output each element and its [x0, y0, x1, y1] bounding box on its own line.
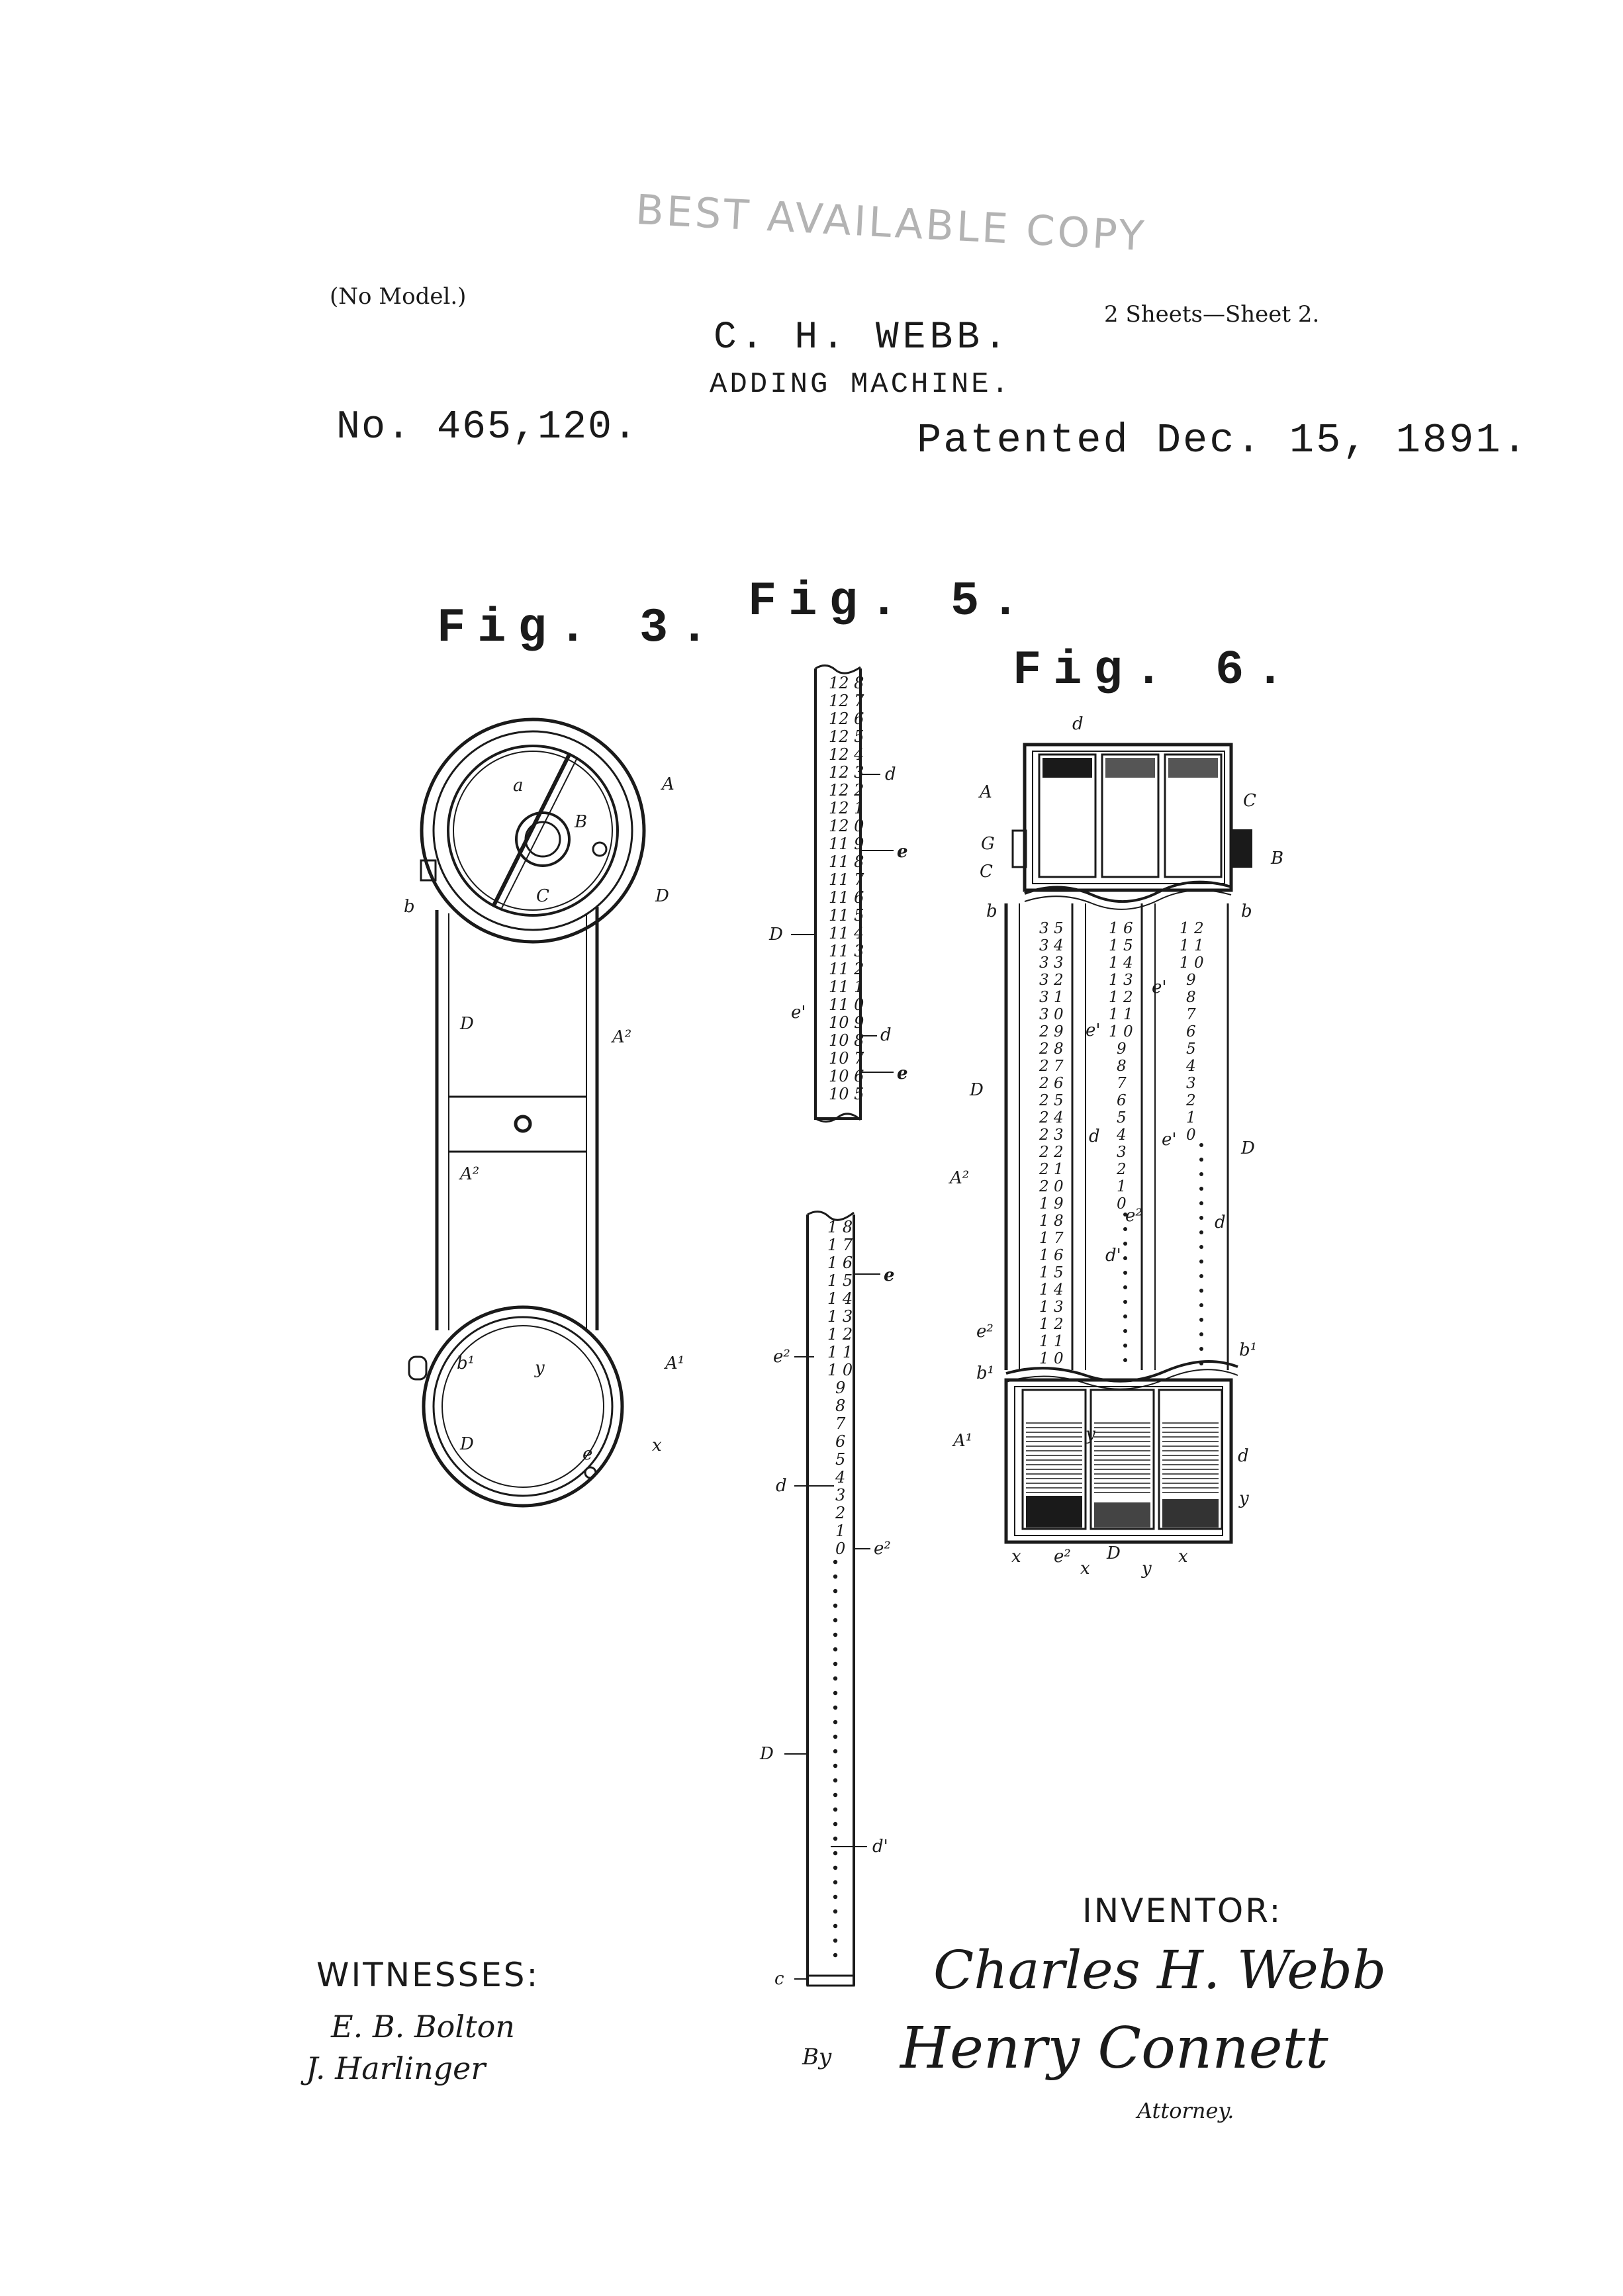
strip-dot — [833, 1909, 837, 1913]
fig6-label-C-left: C — [980, 862, 993, 882]
f6c3-2: 1 0 — [1180, 954, 1204, 972]
f5b-12: 6 — [835, 1432, 846, 1451]
fig-6-col3-numbers — [1180, 920, 1204, 1144]
strip-dot — [833, 1749, 837, 1753]
f6c1-20: 1 5 — [1039, 1264, 1064, 1281]
strip-dot — [833, 1939, 837, 1943]
fig6-label-y-inner: y — [1086, 1424, 1095, 1444]
strip-dot — [1123, 1227, 1127, 1231]
fig3-label-A2-left: A² — [460, 1164, 480, 1184]
strip-dot — [833, 1633, 837, 1637]
strip-dot — [1199, 1158, 1203, 1162]
fig6-label-C-right: C — [1243, 791, 1256, 811]
strip-dot — [1123, 1344, 1127, 1348]
fig5-label-D-bottom: D — [760, 1744, 774, 1764]
inventor-name-heading: C. H. WEBB. — [714, 316, 1011, 359]
fig6-label-x-3: x — [1178, 1547, 1188, 1567]
f6c2-4: 1 2 — [1109, 989, 1133, 1006]
strip-dot — [1123, 1358, 1127, 1362]
strip-dot — [1199, 1230, 1203, 1234]
f6c1-13: 2 2 — [1039, 1144, 1064, 1161]
strip-dot — [833, 1662, 837, 1666]
f6c1-18: 1 7 — [1039, 1230, 1064, 1247]
f5b-16: 2 — [835, 1504, 846, 1522]
f6c2-7: 9 — [1117, 1040, 1127, 1058]
fig6-label-y-bottom: y — [1142, 1559, 1152, 1579]
f6c1-0: 3 5 — [1039, 920, 1064, 937]
strip-dot — [833, 1851, 837, 1855]
f5b-1: 1 7 — [827, 1236, 853, 1254]
strip-dot — [1199, 1289, 1203, 1293]
f6c3-11: 1 — [1186, 1109, 1196, 1126]
strip-dot — [833, 1953, 837, 1957]
fig3-label-D-side: D — [460, 1014, 474, 1034]
f5t-15: 11 3 — [829, 942, 864, 960]
f6c2-10: 6 — [1117, 1092, 1127, 1109]
strip-dot — [833, 1866, 837, 1870]
fig-5-top-strip-numbers — [829, 674, 864, 1103]
strip-dot — [833, 1778, 837, 1782]
fig5-label-c: c — [774, 1969, 784, 1989]
fig6-label-y-right: y — [1239, 1489, 1249, 1508]
f5b-4: 1 4 — [827, 1289, 853, 1308]
strip-dot — [833, 1706, 837, 1710]
strip-dot — [833, 1676, 837, 1680]
strip-dot — [833, 1575, 837, 1579]
f6c2-0: 1 6 — [1109, 920, 1133, 937]
strip-dot — [1123, 1285, 1127, 1289]
f6c1-6: 2 9 — [1039, 1023, 1064, 1040]
f5t-14: 11 4 — [829, 924, 864, 942]
strip-dot — [833, 1808, 837, 1812]
f5b-5: 1 3 — [827, 1307, 853, 1326]
inventor-signature: Charles H. Webb — [933, 1939, 1387, 2001]
inventor-label: INVENTOR: — [1082, 1892, 1283, 1930]
f6c3-8: 4 — [1186, 1058, 1196, 1075]
fig6-label-A: A — [980, 782, 992, 802]
strip-dot — [1199, 1187, 1203, 1191]
strip-dot — [1123, 1314, 1127, 1318]
f6c3-6: 6 — [1186, 1023, 1196, 1040]
f6c1-1: 3 4 — [1039, 937, 1064, 954]
fig6-label-e2-bottom: e² — [1054, 1547, 1071, 1567]
f6c1-14: 2 1 — [1039, 1161, 1064, 1178]
strip-dot — [1199, 1332, 1203, 1336]
fig-3-drawing — [409, 719, 644, 1506]
strip-dot — [1199, 1260, 1203, 1263]
f6c2-13: 3 — [1117, 1144, 1127, 1161]
strip-dot — [1199, 1347, 1203, 1351]
fig-3-label: Fig. 3. — [437, 601, 721, 655]
f5t-7: 12 1 — [829, 799, 864, 817]
fig-6-col2-numbers — [1109, 920, 1133, 1213]
fig3-label-D-top: D — [655, 886, 669, 906]
fig3-label-a: a — [513, 776, 524, 796]
f6c2-12: 4 — [1117, 1126, 1127, 1144]
fig6-label-e2-left: e² — [976, 1322, 994, 1342]
f6c1-21: 1 4 — [1039, 1281, 1064, 1299]
fig6-label-e1-b: e' — [1086, 1021, 1101, 1040]
fig5-label-d-top: d — [885, 764, 896, 784]
fig6-label-e1-a: e' — [1152, 978, 1167, 997]
strip-dot — [1199, 1216, 1203, 1220]
f6c1-10: 2 5 — [1039, 1092, 1064, 1109]
fig-5-label: Fig. 5. — [748, 574, 1032, 629]
strip-dot — [833, 1793, 837, 1797]
fig5-label-e-mid: e — [897, 1064, 908, 1083]
f5b-3: 1 5 — [827, 1271, 853, 1290]
f5t-2: 12 6 — [829, 710, 864, 728]
strip-dot — [1123, 1300, 1127, 1304]
f5b-9: 9 — [835, 1379, 846, 1397]
strip-dot — [833, 1691, 837, 1695]
f6c1-16: 1 9 — [1039, 1195, 1064, 1213]
f6c3-12: 0 — [1186, 1126, 1196, 1144]
f6c2-16: 0 — [1117, 1195, 1127, 1213]
f5t-10: 11 8 — [829, 852, 864, 871]
strip-dot — [1123, 1271, 1127, 1275]
strip-dot — [1199, 1274, 1203, 1278]
fig3-label-A1: A¹ — [665, 1354, 685, 1373]
f6c1-22: 1 3 — [1039, 1299, 1064, 1316]
f6c2-15: 1 — [1117, 1178, 1127, 1195]
strip-dot — [1199, 1361, 1203, 1365]
strip-dot — [1199, 1143, 1203, 1147]
f5b-6: 1 2 — [827, 1325, 853, 1344]
fig6-label-b1-right: b¹ — [1239, 1340, 1258, 1360]
f6c3-3: 9 — [1186, 972, 1196, 989]
fig3-label-b1: b¹ — [457, 1354, 475, 1373]
strip-dot — [833, 1822, 837, 1826]
f6c2-5: 1 1 — [1109, 1006, 1133, 1023]
f6c3-10: 2 — [1186, 1092, 1196, 1109]
f5t-23: 10 5 — [829, 1085, 864, 1103]
f5b-13: 5 — [835, 1450, 846, 1469]
f5b-2: 1 6 — [827, 1254, 853, 1272]
f5t-17: 11 1 — [829, 978, 864, 996]
f5b-18: 0 — [835, 1539, 846, 1558]
fig5-label-e-bottom: e — [884, 1265, 895, 1285]
fig-6-col1-numbers — [1039, 920, 1064, 1367]
strip-dot — [1199, 1172, 1203, 1176]
f5t-18: 11 0 — [829, 995, 864, 1014]
strip-dot — [1123, 1256, 1127, 1260]
f6c1-5: 3 0 — [1039, 1006, 1064, 1023]
f5b-17: 1 — [835, 1522, 846, 1540]
f5t-21: 10 7 — [829, 1049, 864, 1068]
strip-dot — [833, 1924, 837, 1928]
fig6-label-A1: A¹ — [953, 1431, 973, 1451]
f6c3-5: 7 — [1186, 1006, 1196, 1023]
fig5-label-e2-left: e² — [773, 1347, 790, 1367]
f6c1-19: 1 6 — [1039, 1247, 1064, 1264]
f5t-20: 10 8 — [829, 1031, 864, 1050]
f6c2-2: 1 4 — [1109, 954, 1133, 972]
strip-dot — [833, 1837, 837, 1841]
strip-dot — [1199, 1245, 1203, 1249]
f6c1-17: 1 8 — [1039, 1213, 1064, 1230]
fig6-label-d-top: d — [1072, 714, 1084, 734]
fig6-label-x-2: x — [1080, 1559, 1090, 1579]
strip-dot — [833, 1880, 837, 1884]
f6c2-6: 1 0 — [1109, 1023, 1133, 1040]
f5b-15: 3 — [835, 1486, 846, 1504]
fig-6-dot-rows — [1123, 1143, 1203, 1365]
fig6-label-x-1: x — [1011, 1547, 1021, 1567]
fig3-label-x: x — [652, 1436, 662, 1455]
fig3-label-D-bottom: D — [460, 1434, 474, 1454]
strip-dot — [833, 1604, 837, 1608]
f5t-11: 11 7 — [829, 870, 864, 889]
strip-dot — [833, 1618, 837, 1622]
f6c3-9: 3 — [1186, 1075, 1196, 1092]
fig3-label-b: b — [404, 897, 415, 917]
best-available-copy-stamp: BEST AVAILABLE COPY — [634, 185, 1148, 261]
f6c1-4: 3 1 — [1039, 989, 1064, 1006]
fig6-label-d-bottom: d — [1238, 1446, 1249, 1466]
strip-dot — [1199, 1201, 1203, 1205]
fig5-label-d-bottom: d — [776, 1476, 787, 1496]
f5t-16: 11 2 — [829, 960, 864, 978]
f6c3-7: 5 — [1186, 1040, 1196, 1058]
f5t-1: 12 7 — [829, 692, 864, 710]
f5b-14: 4 — [835, 1468, 846, 1487]
fig3-label-A2-right: A² — [612, 1027, 632, 1047]
fig6-label-d-mid: d — [1089, 1126, 1100, 1146]
fig6-label-D-right: D — [1241, 1138, 1255, 1158]
f6c1-8: 2 7 — [1039, 1058, 1064, 1075]
fig5-label-D-top: D — [769, 925, 783, 944]
f5t-3: 12 5 — [829, 727, 864, 746]
strip-dot — [833, 1647, 837, 1651]
f6c2-8: 8 — [1117, 1058, 1127, 1075]
f6c1-12: 2 3 — [1039, 1126, 1064, 1144]
fig5-label-e-top: e — [897, 842, 908, 862]
strip-dot — [833, 1895, 837, 1899]
fig5-label-e2-right: e² — [874, 1539, 891, 1559]
f6c2-9: 7 — [1117, 1075, 1127, 1092]
f5t-22: 10 6 — [829, 1067, 864, 1085]
fig6-label-G: G — [981, 834, 995, 854]
fig6-label-D-bottom: D — [1107, 1543, 1121, 1563]
f6c2-3: 1 3 — [1109, 972, 1133, 989]
fig-5-dot-row — [833, 1560, 837, 1957]
strip-dot — [1199, 1303, 1203, 1307]
strip-dot — [1123, 1329, 1127, 1333]
f5b-11: 7 — [835, 1414, 846, 1433]
fig3-label-e: e — [582, 1444, 593, 1464]
witnesses-label: WITNESSES: — [316, 1956, 540, 1994]
no-model-note: (No Model.) — [330, 283, 467, 310]
strip-dot — [833, 1735, 837, 1739]
patent-date: Patented Dec. 15, 1891. — [917, 417, 1529, 464]
attorney-signature: Henry Connett — [900, 2015, 1328, 2082]
fig-5-bottom-strip-numbers — [827, 1218, 853, 1558]
strip-dot — [833, 1560, 837, 1564]
fig6-label-b-left: b — [986, 901, 997, 921]
sheet-count: 2 Sheets—Sheet 2. — [1104, 301, 1320, 328]
f5t-8: 12 0 — [829, 817, 864, 835]
fig5-label-d1: d' — [872, 1837, 888, 1857]
witness-signature-2: J. Harlinger — [306, 2050, 486, 2086]
f5b-8: 1 0 — [827, 1361, 853, 1379]
f6c2-1: 1 5 — [1109, 937, 1133, 954]
f6c1-3: 3 2 — [1039, 972, 1064, 989]
fig6-label-B: B — [1271, 849, 1284, 868]
witness-signature-1: E. B. Bolton — [331, 2009, 515, 2044]
fig6-label-e-mid: e' — [1162, 1130, 1177, 1150]
fig-6-hatching — [1026, 1423, 1219, 1492]
f6c1-2: 3 3 — [1039, 954, 1064, 972]
fig-6-label: Fig. 6. — [1013, 643, 1297, 698]
f5t-0: 12 8 — [829, 674, 864, 692]
f6c1-9: 2 6 — [1039, 1075, 1064, 1092]
fig6-label-e2-a: e² — [1125, 1206, 1142, 1226]
fig6-label-b-right: b — [1241, 901, 1252, 921]
f6c1-24: 1 1 — [1039, 1333, 1064, 1350]
fig6-label-D-left: D — [970, 1080, 984, 1100]
f5t-12: 11 6 — [829, 888, 864, 907]
f5b-10: 8 — [835, 1397, 846, 1415]
f5t-5: 12 3 — [829, 763, 864, 782]
f6c3-1: 1 1 — [1180, 937, 1204, 954]
by-label: By — [802, 2044, 832, 2070]
f5t-19: 10 9 — [829, 1013, 864, 1032]
fig5-label-e1-top: e' — [791, 1003, 806, 1023]
f6c3-4: 8 — [1186, 989, 1196, 1006]
strip-dot — [833, 1764, 837, 1768]
invention-title: ADDING MACHINE. — [710, 368, 1012, 401]
attorney-label: Attorney. — [1137, 2098, 1234, 2123]
strip-dot — [833, 1589, 837, 1593]
f5t-6: 12 2 — [829, 781, 864, 800]
fig6-label-A2: A² — [950, 1168, 970, 1188]
f6c1-15: 2 0 — [1039, 1178, 1064, 1195]
f6c2-14: 2 — [1117, 1161, 1127, 1178]
f5t-4: 12 4 — [829, 745, 864, 764]
strip-dot — [1199, 1318, 1203, 1322]
f5t-13: 11 5 — [829, 906, 864, 925]
patent-number: No. 465,120. — [336, 405, 639, 450]
fig3-label-B: B — [575, 812, 588, 832]
f5t-9: 11 9 — [829, 835, 864, 853]
fig6-label-d-right: d — [1215, 1213, 1226, 1232]
fig3-label-A: A — [662, 774, 674, 794]
f6c1-25: 1 0 — [1039, 1350, 1064, 1367]
fig6-label-b1-left: b¹ — [976, 1363, 995, 1383]
f6c1-11: 2 4 — [1039, 1109, 1064, 1126]
fig6-label-d1: d' — [1105, 1246, 1121, 1265]
f6c2-11: 5 — [1117, 1109, 1127, 1126]
f6c1-23: 1 2 — [1039, 1316, 1064, 1333]
f6c3-0: 1 2 — [1180, 920, 1204, 937]
f5b-0: 1 8 — [827, 1218, 853, 1236]
strip-dot — [833, 1720, 837, 1724]
fig3-label-y: y — [535, 1358, 545, 1378]
f6c1-7: 2 8 — [1039, 1040, 1064, 1058]
fig3-label-C: C — [536, 886, 549, 906]
fig5-label-d-mid: d — [880, 1025, 892, 1045]
f5b-7: 1 1 — [827, 1343, 853, 1361]
strip-dot — [1123, 1242, 1127, 1246]
